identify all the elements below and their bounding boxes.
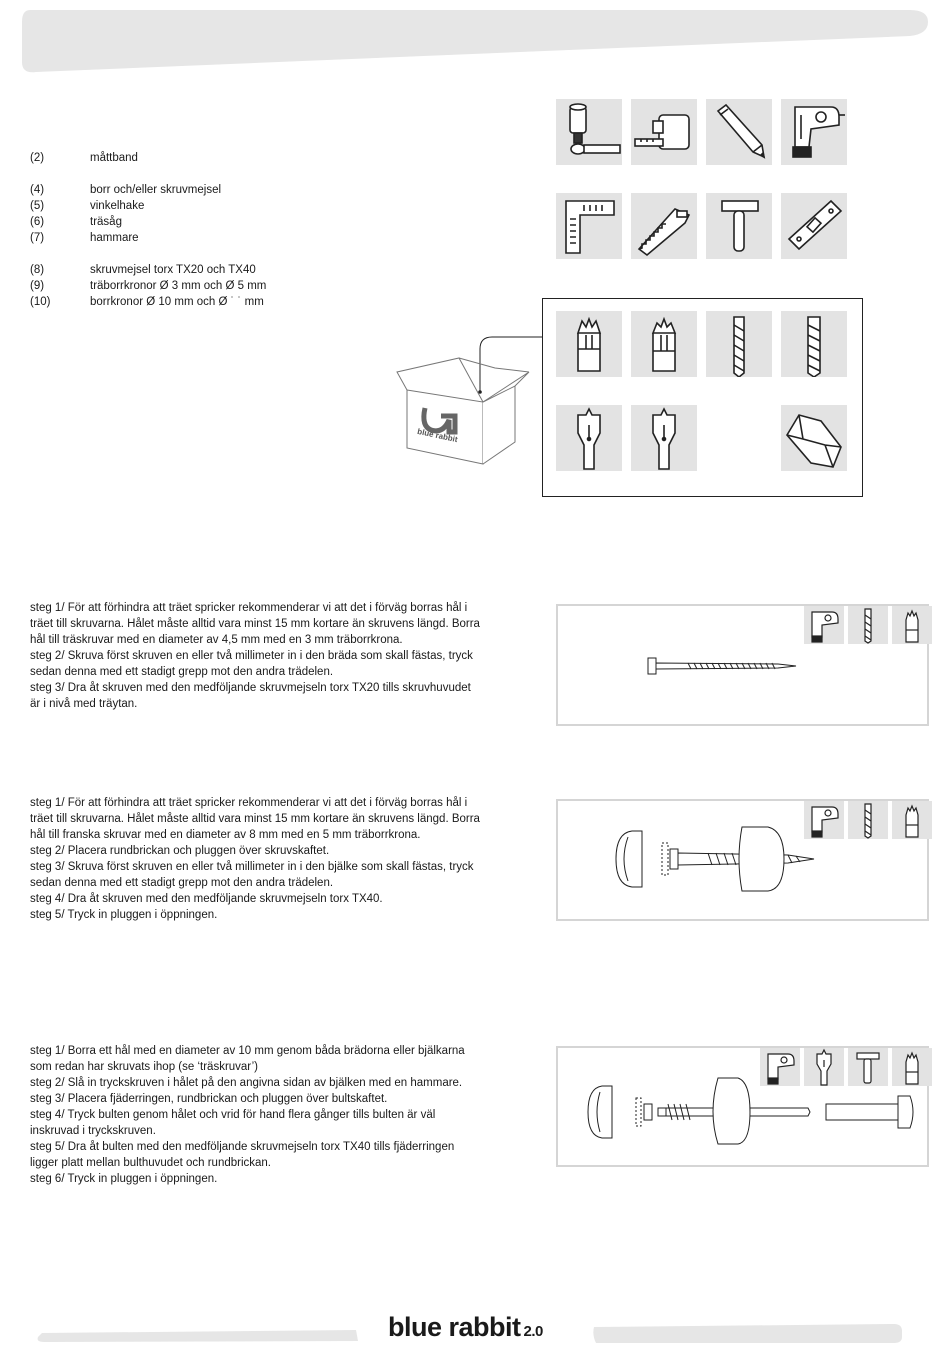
tools-list-item: (8) skruvmejsel torx TX20 och TX40 [30,264,256,276]
footer-logo: blue rabbit 2.0 [388,1312,543,1342]
drill-icon [781,99,847,165]
bolt-diagram [556,1046,929,1167]
tools-list [30,150,266,310]
drill-bit-3mm-icon [706,311,772,377]
step-text: steg 2/ Skruva först skruven en eller två millimeter in i den bräda som skall fästas, tryck sedan denna med ett stadigt grepp mot den andra trädelen. [30,650,473,678]
step-text: steg 1/ Borra ett hål med en diameter av 10 mm genom båda brädorna eller bjälkarna som redan har skruvats ihop (se ‘träskruvar’) [30,1045,465,1073]
bolt-instructions [30,1043,480,1187]
box-logo: blue rabbit [416,426,459,445]
tools-list-item: (6) träsåg [30,216,122,228]
cardboard-box [395,350,535,468]
step-text: steg 5/ Tryck in pluggen i öppningen. [30,909,218,921]
tools-list-item: (5) vinkelhake [30,200,145,212]
step-text: steg 6/ Tryck in pluggen i öppningen. [30,1173,218,1185]
torx-bit-tx20-icon [556,311,622,377]
saw-icon [631,193,697,259]
tools-list-item: (7) hammare [30,232,139,244]
tools-list-item: (10) borrkronor Ø 10 mm och Ø ˙ ˙ mm [30,296,264,308]
step-text: steg 4/ Dra åt skruven med den medföljande skruvmejseln torx TX40. [30,893,383,905]
tools-list-item: (2) måttband [30,152,138,164]
step-text: steg 3/ Skruva först skruven en eller två millimeter in i den bjälke som skall fästas, tryck sedan denna med ett stadigt grepp mot den andra trädelen. [30,861,474,889]
step-text: steg 1/ För att förhindra att träet spricker rekommenderar vi att det i förväg borras hål i träet till skruvarna. Hålet måste alltid vara minst 15 mm kortare än skruvens längd. Borra hål till franska skruvar med en diameter av 8 mm med en 5 mm träborrkrona. [30,797,480,841]
french-screw-instructions [30,795,480,923]
wood-screw-drawing [558,606,927,724]
spade-bit-icon [631,405,697,471]
step-text: steg 3/ Placera fjäderringen, rundbrickan och pluggen över bultskaftet. [30,1093,388,1105]
square-ruler-icon [556,193,622,259]
header-band [0,0,950,80]
step-text: steg 1/ För att förhindra att träet spricker rekommenderar vi att det i förväg borras hål i träet till skruvarna. Hålet måste alltid vara minst 15 mm kortare än skruvens längd. Borra hål till träskruvar med en diameter av 4,5 mm med en 3 mm träborrkrona. [30,602,480,646]
french-screw-drawing [558,801,927,919]
step-text: steg 2/ Slå in tryckskruven i hålet på den angivna sidan av bjälken med en hammare. [30,1077,463,1089]
tools-list-item: (4) borr och/eller skruvmejsel [30,184,222,196]
bolt-drawing [558,1048,927,1165]
wood-screw-instructions [30,600,480,712]
drill-bit-5mm-icon [781,311,847,377]
socket-wrench-icon [556,99,622,165]
tape-measure-icon [631,99,697,165]
tools-list-item: (9) träborrkronor Ø 3 mm och Ø 5 mm [30,280,267,292]
hammer-icon [706,193,772,259]
spade-bit-icon [556,405,622,471]
step-text: steg 2/ Placera rundbrickan och pluggen över skruvskaftet. [30,845,330,857]
pencil-icon [706,99,772,165]
wood-screw-diagram [556,604,929,726]
step-text: steg 3/ Dra åt skruven med den medföljande skruvmejseln torx TX20 tills skruvhuvudet är i nivå med träytan. [30,682,471,710]
step-text: steg 4/ Tryck bulten genom hålet och vrid för hand flera gånger tills bulten är väl inskruvad i tryckskruven. [30,1109,436,1137]
hex-socket-icon [781,405,847,471]
step-text: steg 5/ Dra åt bulten med den medföljande skruvmejseln torx TX40 tills fjäderringen ligger platt mellan bulthuvudet och rundbrickan. [30,1141,455,1169]
torx-bit-tx40-icon [631,311,697,377]
french-screw-diagram [556,799,929,921]
spirit-level-icon [781,193,847,259]
